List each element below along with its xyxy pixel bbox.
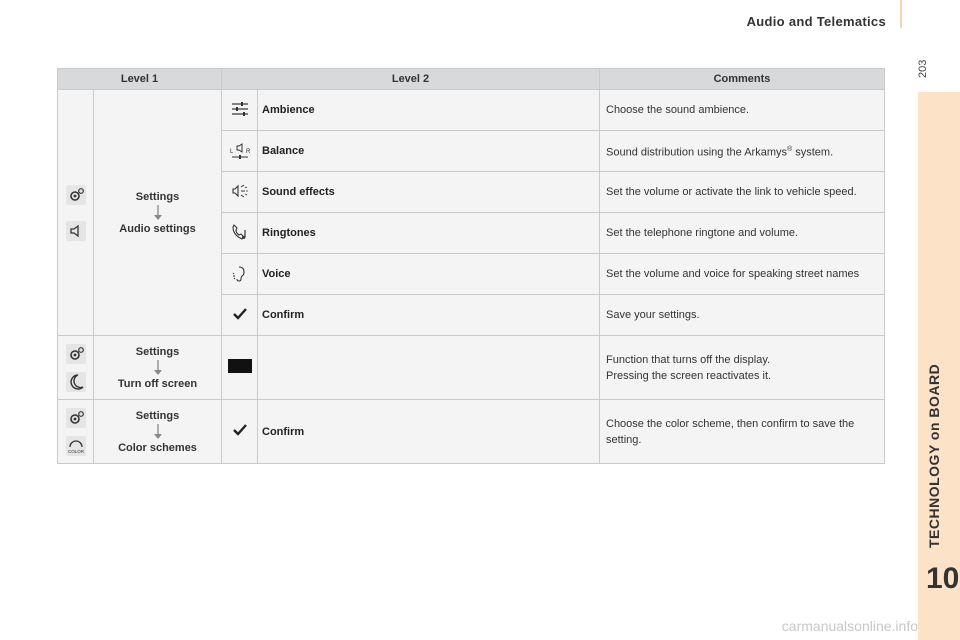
- comment-color-schemes: Choose the color scheme, then confirm to save the setting.: [600, 400, 885, 464]
- menu-table: [57, 68, 885, 464]
- level2-sound-effects: Sound effects: [258, 172, 600, 213]
- watermark: carmanualsonline.info: [781, 618, 918, 634]
- settings-icon: [66, 344, 86, 364]
- header-level-2: Level 2: [222, 69, 600, 90]
- comment-line-2: Pressing the screen reactivates it.: [606, 369, 772, 382]
- header-comments: Comments: [600, 69, 885, 90]
- comment-ambience: Choose the sound ambience.: [600, 90, 885, 131]
- level1-turn-off-screen-label: Turn off screen: [117, 377, 198, 390]
- level1-icons-audio: [58, 90, 94, 336]
- level2-voice: Voice: [258, 254, 600, 295]
- table-header-row: [58, 69, 885, 90]
- header-divider: [900, 0, 902, 28]
- comment-balance: [600, 131, 885, 172]
- arrow-down-icon: [153, 205, 163, 221]
- level1-settings-label: Settings: [135, 345, 180, 358]
- page-header-title: Audio and Telematics: [746, 14, 886, 29]
- comment-confirm: Save your settings.: [600, 295, 885, 336]
- level2-confirm-color: Confirm: [258, 400, 600, 464]
- level2-empty: [258, 336, 600, 400]
- level1-settings-label: Settings: [135, 409, 180, 422]
- balance-icon: [222, 131, 258, 172]
- settings-icon: [66, 185, 86, 205]
- page-number: 203: [917, 59, 929, 78]
- sound-effects-icon: [222, 172, 258, 213]
- ringtone-icon: [222, 213, 258, 254]
- level1-color-schemes-label: Color schemes: [118, 441, 197, 454]
- table-row: [58, 90, 885, 131]
- arrow-down-icon: [153, 360, 163, 376]
- level1-color-schemes: [94, 400, 222, 464]
- sliders-icon: [222, 90, 258, 131]
- moon-icon: [66, 372, 86, 392]
- arrow-down-icon: [153, 424, 163, 440]
- comment-voice: Set the volume and voice for speaking street names: [600, 254, 885, 295]
- black-screen-icon: [222, 336, 258, 400]
- comment-ringtones: Set the telephone ringtone and volume.: [600, 213, 885, 254]
- check-icon: [222, 400, 258, 464]
- comment-sound-effects: Set the volume or activate the link to vehicle speed.: [600, 172, 885, 213]
- level2-ambience: Ambience: [258, 90, 600, 131]
- level1-settings-label: Settings: [135, 190, 180, 203]
- level1-turn-off-screen: [94, 336, 222, 400]
- header-level-1: Level 1: [58, 69, 222, 90]
- table-row: [58, 336, 885, 400]
- table-row: [58, 400, 885, 464]
- settings-icon: [66, 408, 86, 428]
- chapter-number: 10: [926, 562, 960, 595]
- level1-icons-screen: [58, 336, 94, 400]
- level2-balance: Balance: [258, 131, 600, 172]
- level1-audio-settings-label: Audio settings: [119, 222, 196, 235]
- level1-icons-color: [58, 400, 94, 464]
- voice-icon: [222, 254, 258, 295]
- registered-mark: ®: [787, 145, 793, 153]
- level2-confirm: Confirm: [258, 295, 600, 336]
- level1-audio-settings: [94, 90, 222, 336]
- check-icon: [222, 295, 258, 336]
- svg-text:R: R: [245, 148, 250, 155]
- comment-balance-text: Sound distribution using the Arkamys: [606, 146, 787, 159]
- svg-text:L: L: [229, 148, 233, 155]
- comment-balance-suffix: system.: [792, 146, 834, 159]
- svg-text:COLOR: COLOR: [67, 448, 84, 454]
- comment-turn-off-screen: [600, 336, 885, 400]
- speaker-icon: [66, 221, 86, 241]
- color-icon: [66, 436, 86, 456]
- comment-line-1: Function that turns off the display.: [606, 353, 771, 366]
- level2-ringtones: Ringtones: [258, 213, 600, 254]
- chapter-label: TECHNOLOGY on BOARD: [926, 363, 942, 548]
